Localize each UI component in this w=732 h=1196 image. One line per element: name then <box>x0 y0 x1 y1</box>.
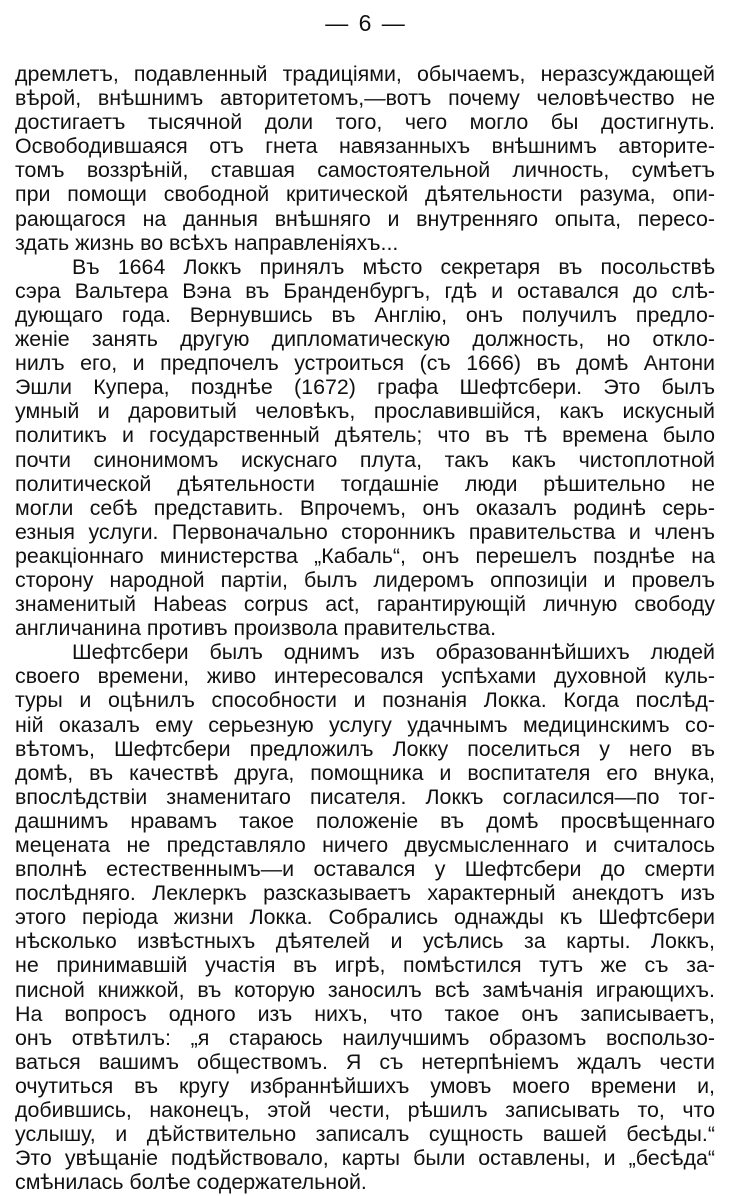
paragraph <box>15 255 715 641</box>
text-line: знаменитый Habeas corpus act, гарантирующій личную свободу <box>15 592 715 617</box>
text-line: онъ отвѣтилъ: „я стараюсь наилучшимъ образомъ воспользо- <box>15 1025 715 1050</box>
text-line: политикъ и государственный дѣятель; что въ тѣ времена было <box>15 423 715 448</box>
page-number: — 6 — <box>325 10 407 36</box>
text-line: Въ 1664 Локкъ принялъ мѣсто секретаря въ посольствѣ <box>72 254 715 279</box>
text-line: томъ воззрѣній, ставшая самостоятельной личность, сумѣетъ <box>15 158 715 183</box>
paragraph <box>15 62 715 255</box>
text-line: послѣдняго. Леклеркъ разсказываетъ характерный анекдотъ изъ <box>15 881 715 906</box>
text-line: Шефтсбери былъ однимъ изъ образованнѣйшихъ людей <box>72 640 715 665</box>
text-line: реакціоннаго министерства „Кабаль“, онъ перешелъ позднѣе на <box>15 543 715 568</box>
text-line: политической дѣятельности тогдашніе люди рѣшительно не <box>15 471 715 496</box>
text-line: езныя услуги. Первоначально сторонникъ правительства и членъ <box>15 519 715 544</box>
text-line: вѣтомъ, Шефтсбери предложилъ Локку поселиться у него въ <box>15 736 715 761</box>
text-line: мецената не представляло ничего двусмысленнаго и считалось <box>15 833 715 857</box>
text-line: Эшли Купера, позднѣе (1672) графа Шефтсбери. Это былъ <box>15 375 715 400</box>
text-line: здать жизнь во всѣхъ направленіяхъ... <box>15 230 399 255</box>
text-line: нилъ его, и предпочелъ устроиться (съ 1666) въ домѣ Антони <box>15 351 715 376</box>
text-line: при помощи свободной критической дѣятельности разума, опи- <box>15 182 715 207</box>
text-line: почти синонимомъ искуснаго плута, такъ какъ чистоплотной <box>15 447 715 472</box>
text-line: вѣрой, внѣшнимъ авторитетомъ,—вотъ почему человѣчество не <box>15 86 715 111</box>
text-line: не принимавшій участія въ игрѣ, помѣстился тутъ же съ за- <box>15 953 715 978</box>
text-line: туры и оцѣнилъ способности и познанія Локка. Когда послѣд- <box>15 688 715 713</box>
text-line: женіе занять другую дипломатическую должность, но откло- <box>15 327 715 352</box>
text-line: домѣ, въ качествѣ друга, помощника и воспитателя его внука, <box>15 760 715 785</box>
text-line: дующаго года. Вернувшись въ Англію, онъ получилъ предло- <box>15 302 715 327</box>
text-line: добившись, наконецъ, этой чести, рѣшилъ записывать то, что <box>15 1098 715 1123</box>
text-line: Это увѣщаніе подѣйствовало, карты были оставлены, и „бесѣда“ <box>15 1146 715 1171</box>
text-line: услышу, и дѣйствительно записалъ сущность вашей бесѣды.“ <box>15 1122 715 1147</box>
text-line: очутиться въ кругу избраннѣйшихъ умовъ моего времени и, <box>15 1073 715 1098</box>
text-line: рающагося на данныя внѣшняго и внутренняго опыта, пересо- <box>15 206 715 231</box>
text-line: ваться вашимъ обществомъ. Я съ нетерпѣніемъ ждалъ чести <box>15 1049 715 1074</box>
text-line: этого періода жизни Локка. Собрались однажды къ Шефтсбери <box>15 905 715 930</box>
text-line: Освободившаяся отъ гнета навязанныхъ внѣшнимъ авторите- <box>15 134 715 159</box>
text-line: сторону народной партіи, былъ лидеромъ оппозиціи и провелъ <box>15 567 715 592</box>
text-line: дремлетъ, подавленный традиціями, обычаемъ, неразсуждающей <box>15 62 715 86</box>
text-line: могли себѣ представить. Впрочемъ, онъ оказалъ родинѣ серь- <box>15 495 715 520</box>
body-text <box>15 62 715 1194</box>
text-line: писной книжкой, въ которую заносилъ всѣ замѣчанія играющихъ. <box>15 977 715 1002</box>
text-line: смѣнилась болѣе содержательной. <box>15 1170 367 1195</box>
text-line: умный и даровитый человѣкъ, прославившійся, какъ искусный <box>15 399 715 424</box>
text-line: достигаетъ тысячной доли того, чего могло бы достигнуть. <box>15 110 715 135</box>
text-line: вполнѣ естественнымъ—и оставался у Шефтсбери до смерти <box>15 857 715 882</box>
text-line: сэра Вальтера Вэна въ Бранденбургъ, гдѣ и оставался до слѣ- <box>15 278 715 303</box>
text-line: впослѣдствіи знаменитаго писателя. Локкъ согласился—по тог- <box>15 784 715 809</box>
text-line: ній оказалъ ему серьезную услугу удачнымъ медицинскимъ со- <box>15 712 715 737</box>
text-line: На вопросъ одного изъ нихъ, что такое онъ записываетъ, <box>15 1001 715 1026</box>
text-line: дашнимъ нравамъ такое положеніе въ домѣ просвѣщеннаго <box>15 808 715 833</box>
text-line: своего времени, живо интересовался успѣхами духовной куль- <box>15 664 715 689</box>
text-line: англичанина противъ произвола правительства. <box>15 616 497 641</box>
paragraph <box>15 640 715 1194</box>
text-line: нѣсколько извѣстныхъ дѣятелей и усѣлись за карты. Локкъ, <box>15 929 715 954</box>
